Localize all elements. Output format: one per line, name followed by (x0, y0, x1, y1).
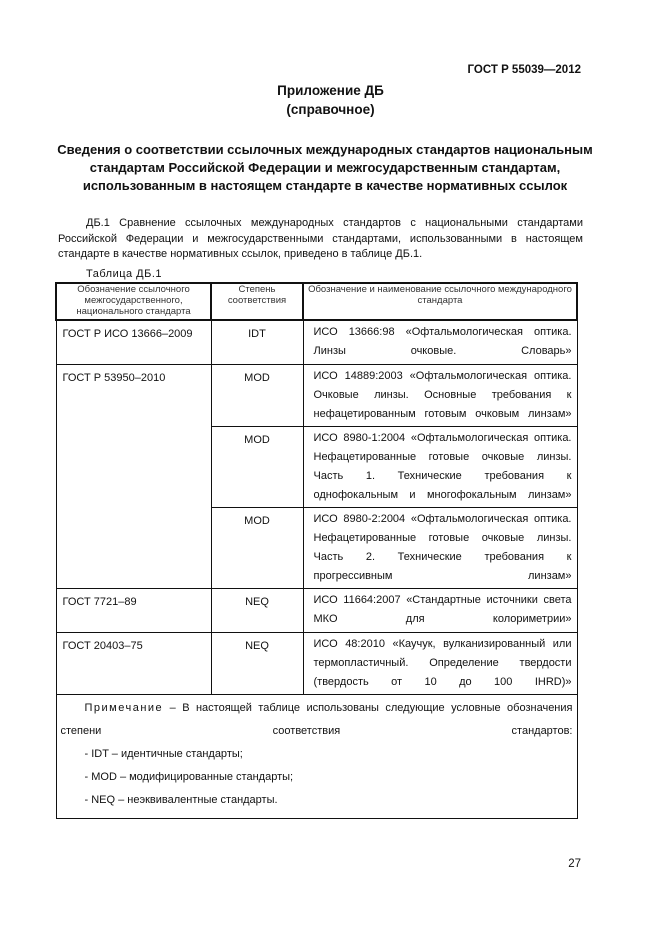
cell-degree: MOD (211, 508, 303, 589)
cell-degree: NEQ (211, 589, 303, 633)
table-row (56, 320, 577, 365)
note-text: – В настоящей таблице использованы следующие условные обозначения степени соответствия стандартов: (60, 702, 573, 737)
table-row (56, 365, 577, 427)
appendix-heading (0, 81, 661, 119)
table-row (56, 508, 577, 589)
cell-degree: MOD (211, 427, 303, 508)
page-number: 27 (568, 858, 581, 870)
cell-degree: NEQ (211, 633, 303, 695)
appendix-subtitle: (справочное) (286, 102, 375, 117)
cell-international: ИСО 11664:2007 «Стандартные источники света МКО для колориметрии» (303, 589, 577, 633)
cell-international: ИСО 8980-1:2004 «Офтальмологическая оптика. Нефацетированные готовые очковые линзы. Часть 1. Технические требования к однофокальным и многофокальным линзам» (303, 427, 577, 508)
note-intro (61, 697, 573, 743)
cell-international: ИСО 8980-2:2004 «Офтальмологическая оптика. Нефацетированные готовые очковые линзы. Часть 2. Технические требования к прогрессивным линзам» (303, 508, 577, 589)
cell-international: ИСО 14889:2003 «Офтальмологическая оптика. Очковые линзы. Основные требования к нефацетированным готовым очковым линзам» (303, 365, 577, 427)
table-note-row (56, 695, 577, 819)
intro-text: ДБ.1 Сравнение ссылочных международных стандартов с национальными стандартами Российской Федерации и межгосударственными стандартами, использованными в настоящем стандарте в качестве нормативных ссылок, приведено в таблице ДБ.1. (58, 217, 583, 260)
table-note (56, 695, 577, 819)
cell-national: ГОСТ 20403–75 (56, 633, 211, 695)
cell-national: ГОСТ Р ИСО 13666–2009 (56, 320, 211, 365)
reference-table (55, 282, 578, 819)
note-item: - NEQ – неэквивалентные стандарты. (84, 794, 278, 806)
standard-code: ГОСТ Р 55039—2012 (467, 64, 581, 76)
note-item: - MOD – модифицированные стандарты; (84, 771, 294, 783)
cell-national (56, 427, 211, 508)
note-label: Примечание (84, 702, 164, 714)
section-title: Сведения о соответствии ссылочных международных стандартов национальным стандартам Российской Федерации и межгосударственным стандартам, использованным в настоящем стандарте в качестве нормативных ссылок (57, 142, 593, 193)
table-caption: Таблица ДБ.1 (86, 268, 163, 280)
table-row (56, 633, 577, 695)
cell-degree: IDT (211, 320, 303, 365)
header-degree: Степень соответствия (211, 283, 303, 320)
table-header-row (56, 283, 577, 320)
table-row (56, 427, 577, 508)
appendix-title: Приложение ДБ (277, 83, 384, 98)
header-national: Обозначение ссылочного межгосударственного, национального стандарта (56, 283, 211, 320)
cell-international: ИСО 13666:98 «Офтальмологическая оптика. Линзы очковые. Словарь» (303, 320, 577, 365)
header-international: Обозначение и наименование ссылочного международного стандарта (303, 283, 577, 320)
intro-paragraph (58, 216, 583, 263)
cell-national: ГОСТ 7721–89 (56, 589, 211, 633)
cell-international: ИСО 48:2010 «Каучук, вулканизированный или термопластичный. Определение твердости (твердость от 10 до 100 IHRD)» (303, 633, 577, 695)
note-item: - IDT – идентичные стандарты; (84, 748, 243, 760)
cell-national (56, 508, 211, 589)
table-row (56, 589, 577, 633)
cell-national: ГОСТ Р 53950–2010 (56, 365, 211, 427)
cell-degree: MOD (211, 365, 303, 427)
